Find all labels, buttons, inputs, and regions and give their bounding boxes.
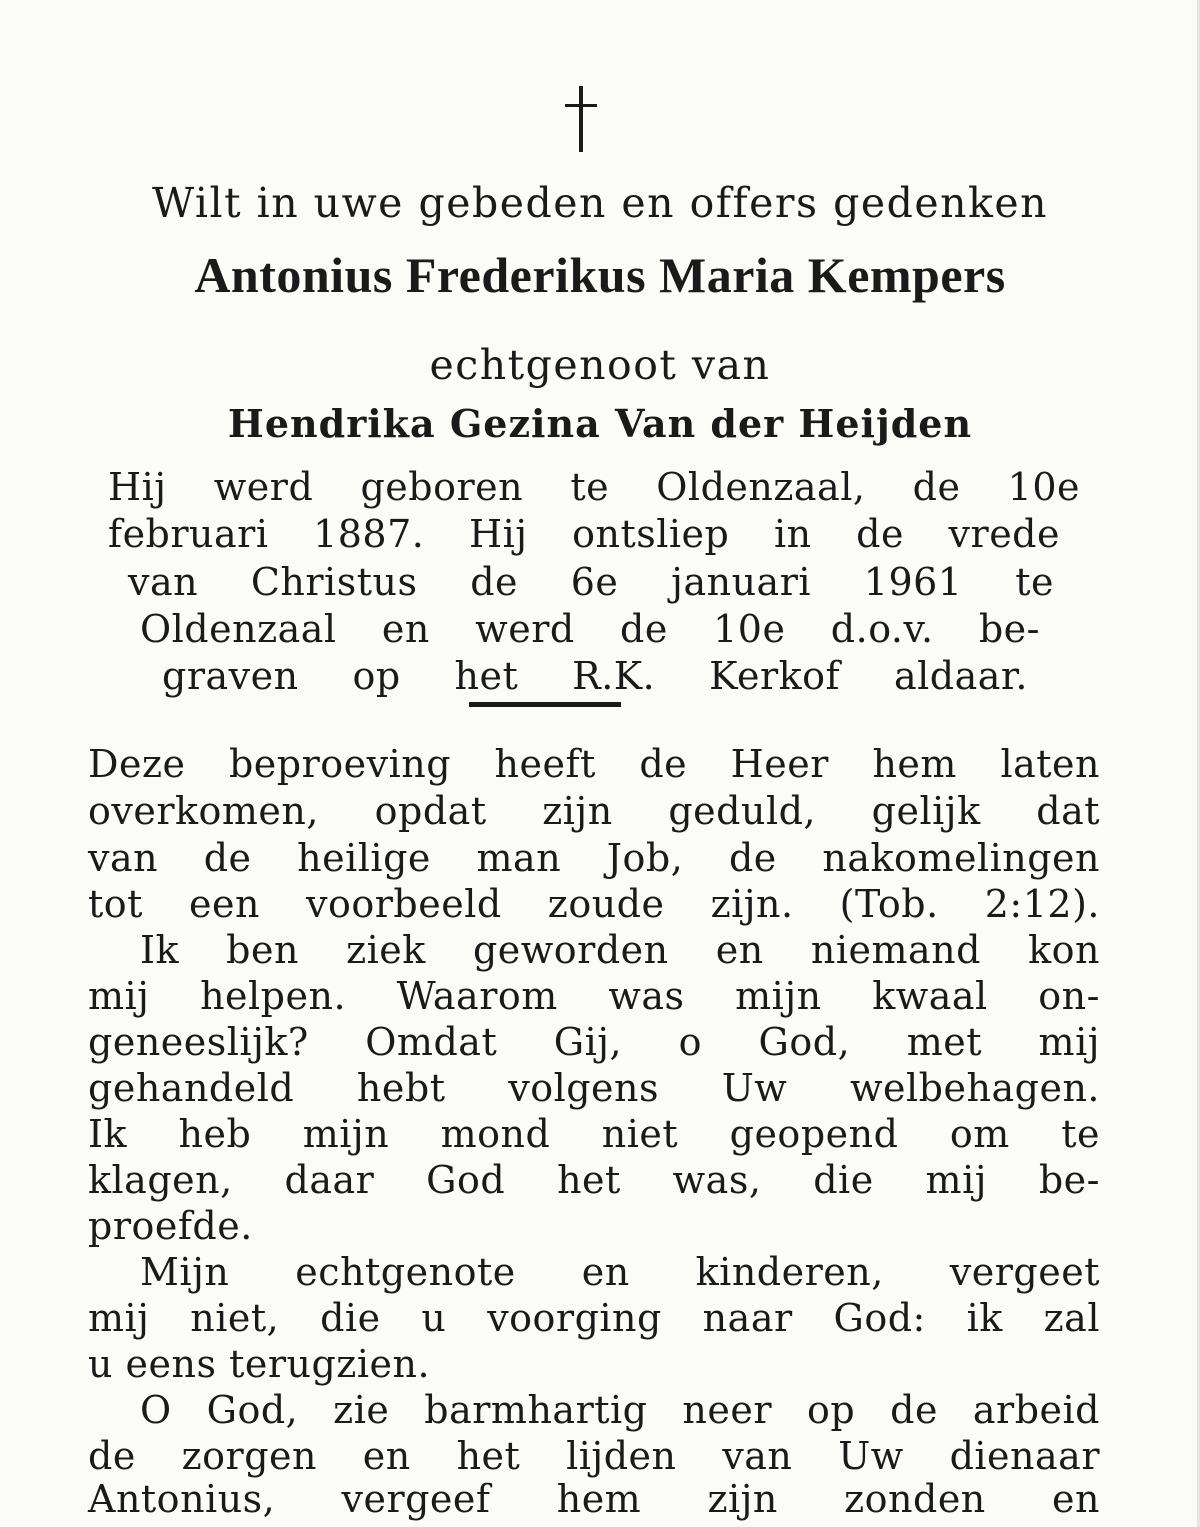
verse-line: Deze beproeving heeft de Heer hem laten: [88, 742, 1100, 786]
bio-line: Hij werd geboren te Oldenzaal, de 10e: [108, 465, 1080, 509]
verse-line: proefde.: [88, 1204, 253, 1248]
verse-line: Antonius, vergeef hem zijn zonden en: [88, 1477, 1100, 1521]
verse-line: geneeslijk? Omdat Gij, o God, met mij: [88, 1020, 1100, 1064]
spouse-label: echtgenoot van: [429, 341, 771, 389]
deceased-name: Antonius Frederikus Maria Kempers: [194, 247, 1006, 303]
verse-line: tot een voorbeeld zoude zijn. (Tob. 2:12).: [88, 882, 1100, 926]
divider-rule: [469, 702, 621, 707]
opening-line: Wilt in uwe gebeden en offers gedenken: [151, 179, 1049, 227]
bio-line: graven op het R.K. Kerkof aldaar.: [162, 654, 1028, 698]
cross-icon: [563, 86, 599, 152]
verse-line: mij niet, die u voorging naar God: ik zal: [88, 1296, 1100, 1340]
bio-line: van Christus de 6e januari 1961 te: [128, 560, 1054, 604]
verse-line: overkomen, opdat zijn geduld, gelijk dat: [88, 789, 1100, 833]
verse-line: O God, zie barmhartig neer op de arbeid: [140, 1388, 1100, 1432]
verse-line: van de heilige man Job, de nakomelingen: [88, 836, 1100, 880]
bio-line: februari 1887. Hij ontsliep in de vrede: [108, 512, 1060, 556]
verse-line: Ik heb mijn mond niet geopend om te: [88, 1112, 1100, 1156]
bio-line: Oldenzaal en werd de 10e d.o.v. be-: [140, 607, 1040, 651]
verse-line: Mijn echtgenote en kinderen, vergeet: [140, 1250, 1100, 1294]
spouse-name: Hendrika Gezina Van der Heijden: [227, 401, 973, 446]
verse-line: Ik ben ziek geworden en niemand kon: [140, 928, 1100, 972]
verse-line: klagen, daar God het was, die mij be-: [88, 1158, 1100, 1202]
verse-line: u eens terugzien.: [88, 1342, 431, 1386]
verse-line: gehandeld hebt volgens Uw welbehagen.: [88, 1066, 1100, 1110]
verse-line: mij helpen. Waarom was mijn kwaal on-: [88, 974, 1100, 1018]
verse-line: de zorgen en het lijden van Uw dienaar: [88, 1434, 1100, 1478]
